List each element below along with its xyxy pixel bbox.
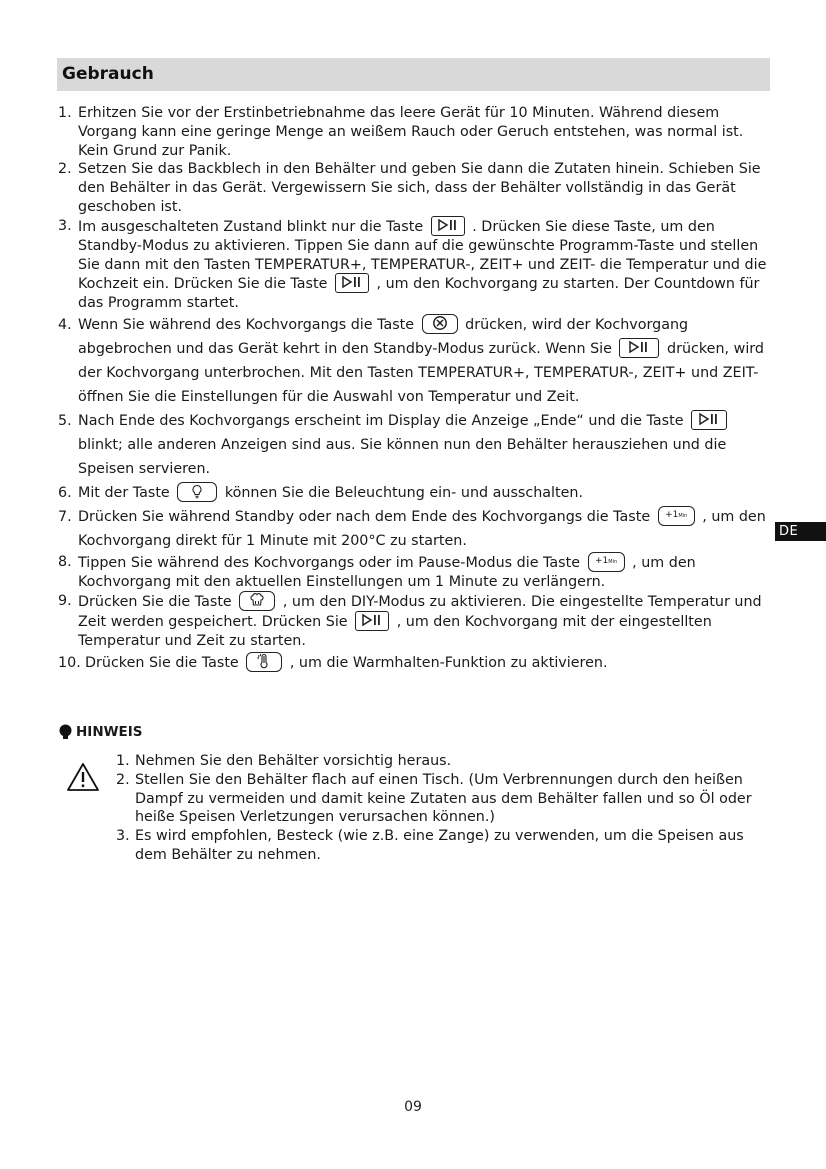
keep-warm-key-icon [246,652,282,672]
step-number: 4. [58,317,72,334]
note-title: HINWEIS [76,724,143,740]
step-text: blinkt; alle anderen Anzeigen sind aus. Sie können nun den Behälter herausziehen und die Speisen servieren. [78,437,727,478]
step-number: 1. [58,105,72,121]
plus-one-minute-key-icon: +1Min [658,506,695,526]
step-text: . Drücken Sie diese Taste, um den Standby-Modus zu aktivieren. Tippen Sie dann auf die gewünschte Programm-Taste und stellen Sie dann mit den Tasten TEMPERATUR+, TEMPERATUR-, ZEIT+ und ZEIT- die Temperatur und die Kochzeit ein. Drücken Sie die Taste [78,218,767,293]
step-text: drücken, wird der Kochvorgang abgebrochen und das Gerät kehrt in den Standby-Modus zurück. Wenn Sie [78,317,689,358]
step-text: Mit der Taste [78,485,170,502]
step-9 [58,592,768,651]
step-number: 8. [58,554,72,571]
play-pause-key-icon [431,216,465,236]
language-tab: DE [775,522,826,541]
step-text: Drücken Sie während Standby oder nach dem Ende des Kochvorgangs die Taste [78,509,651,526]
step-6 [58,481,768,505]
light-bulb-key-icon [177,482,217,502]
step-text: können Sie die Beleuchtung ein- und ausschalten. [224,485,584,502]
step-text: , um den DIY-Modus zu aktivieren. Die eingestellte Temperatur und Zeit werden gespeichert. Drücken Sie [78,593,762,630]
section-title: Gebrauch [57,58,770,91]
step-number: 2. [58,161,72,178]
step-text: Drücken Sie die Taste [78,593,232,610]
step-text: Drücken Sie die Taste [85,654,239,671]
step-text: , um die Warmhalten-Funktion zu aktivieren. [289,654,608,671]
step-text: Nach Ende des Kochvorgangs erscheint im Display die Anzeige „Ende“ und die Taste [78,413,684,430]
step-text: Erhitzen Sie vor der Erstinbetriebnahme das leere Gerät für 10 Minuten. Während diesem Vorgang kann eine geringe Menge an weißem Rauch oder Geruch entstehen, was normal ist. Kein Grund zur Panik. [78,105,744,159]
step-text: , um den Kochvorgang zu starten. Der Countdown für das Programm startet. [78,276,760,312]
step-number: 5. [58,413,72,430]
play-pause-key-icon [691,410,727,430]
step-number: 9. [58,592,72,609]
step-3 [58,217,768,313]
step-number: 10. [58,654,81,671]
play-pause-key-icon [355,611,389,631]
play-pause-key-icon [335,273,369,293]
step-text: , um den Kochvorgang direkt für 1 Minute mit 200°C zu starten. [78,509,766,550]
step-5 [58,409,768,481]
step-text: Wenn Sie während des Kochvorgangs die Taste [78,317,415,334]
plus-one-minute-key-icon: +1Min [588,552,625,572]
cancel-key-icon [422,314,458,334]
step-2 [58,160,768,216]
step-1 [58,104,768,160]
note-item: 3. Es wird empfohlen, Besteck (wie z.B. eine Zange) zu verwenden, um die Speisen aus dem Behälter zu nehmen. [116,828,744,863]
note-heading [58,724,142,740]
step-text: , um den Kochvorgang mit der eingestellten Temperatur und Zeit zu starten. [78,613,712,649]
usage-steps [58,104,768,675]
play-pause-key-icon [619,338,659,358]
step-text: , um den Kochvorgang mit den aktuellen Einstellungen um 1 Minute zu verlängern. [78,555,696,591]
step-7 [58,505,768,553]
step-4 [58,313,768,409]
step-number: 6. [58,485,72,502]
step-number: 3. [58,217,72,234]
note-list [116,752,761,865]
warning-icon [66,762,100,792]
page-number: 09 [404,1099,422,1115]
note-item: 1. Nehmen Sie den Behälter vorsichtig heraus. [116,753,452,769]
step-number: 7. [58,509,72,526]
light-bulb-icon [58,724,73,740]
step-text: Im ausgeschalteten Zustand blinkt nur die Taste [78,218,424,235]
chef-hat-key-icon [239,591,275,611]
step-8 [58,553,768,592]
step-10 [58,651,768,675]
note-item: 2. Stellen Sie den Behälter flach auf einen Tisch. (Um Verbrennungen durch den heißen Dampf zu vermeiden und damit keine Zutaten aus dem Behälter fallen und so Öl oder heiße Speisen Verletzungen verursachen können.) [116,771,752,826]
step-text: Tippen Sie während des Kochvorgangs oder im Pause-Modus die Taste [78,555,581,572]
step-text: drücken, wird der Kochvorgang unterbrochen. Mit den Tasten TEMPERATUR+, TEMPERATUR-, ZEIT+ und ZEIT- öffnen Sie die Einstellungen für die Auswahl von Temperatur und Zeit. [78,341,764,406]
step-text: Setzen Sie das Backblech in den Behälter und geben Sie dann die Zutaten hinein. Schieben Sie den Behälter in das Gerät. Vergewissern Sie sich, dass der Behälter vollständig in das Gerät geschoben ist. [78,161,761,215]
